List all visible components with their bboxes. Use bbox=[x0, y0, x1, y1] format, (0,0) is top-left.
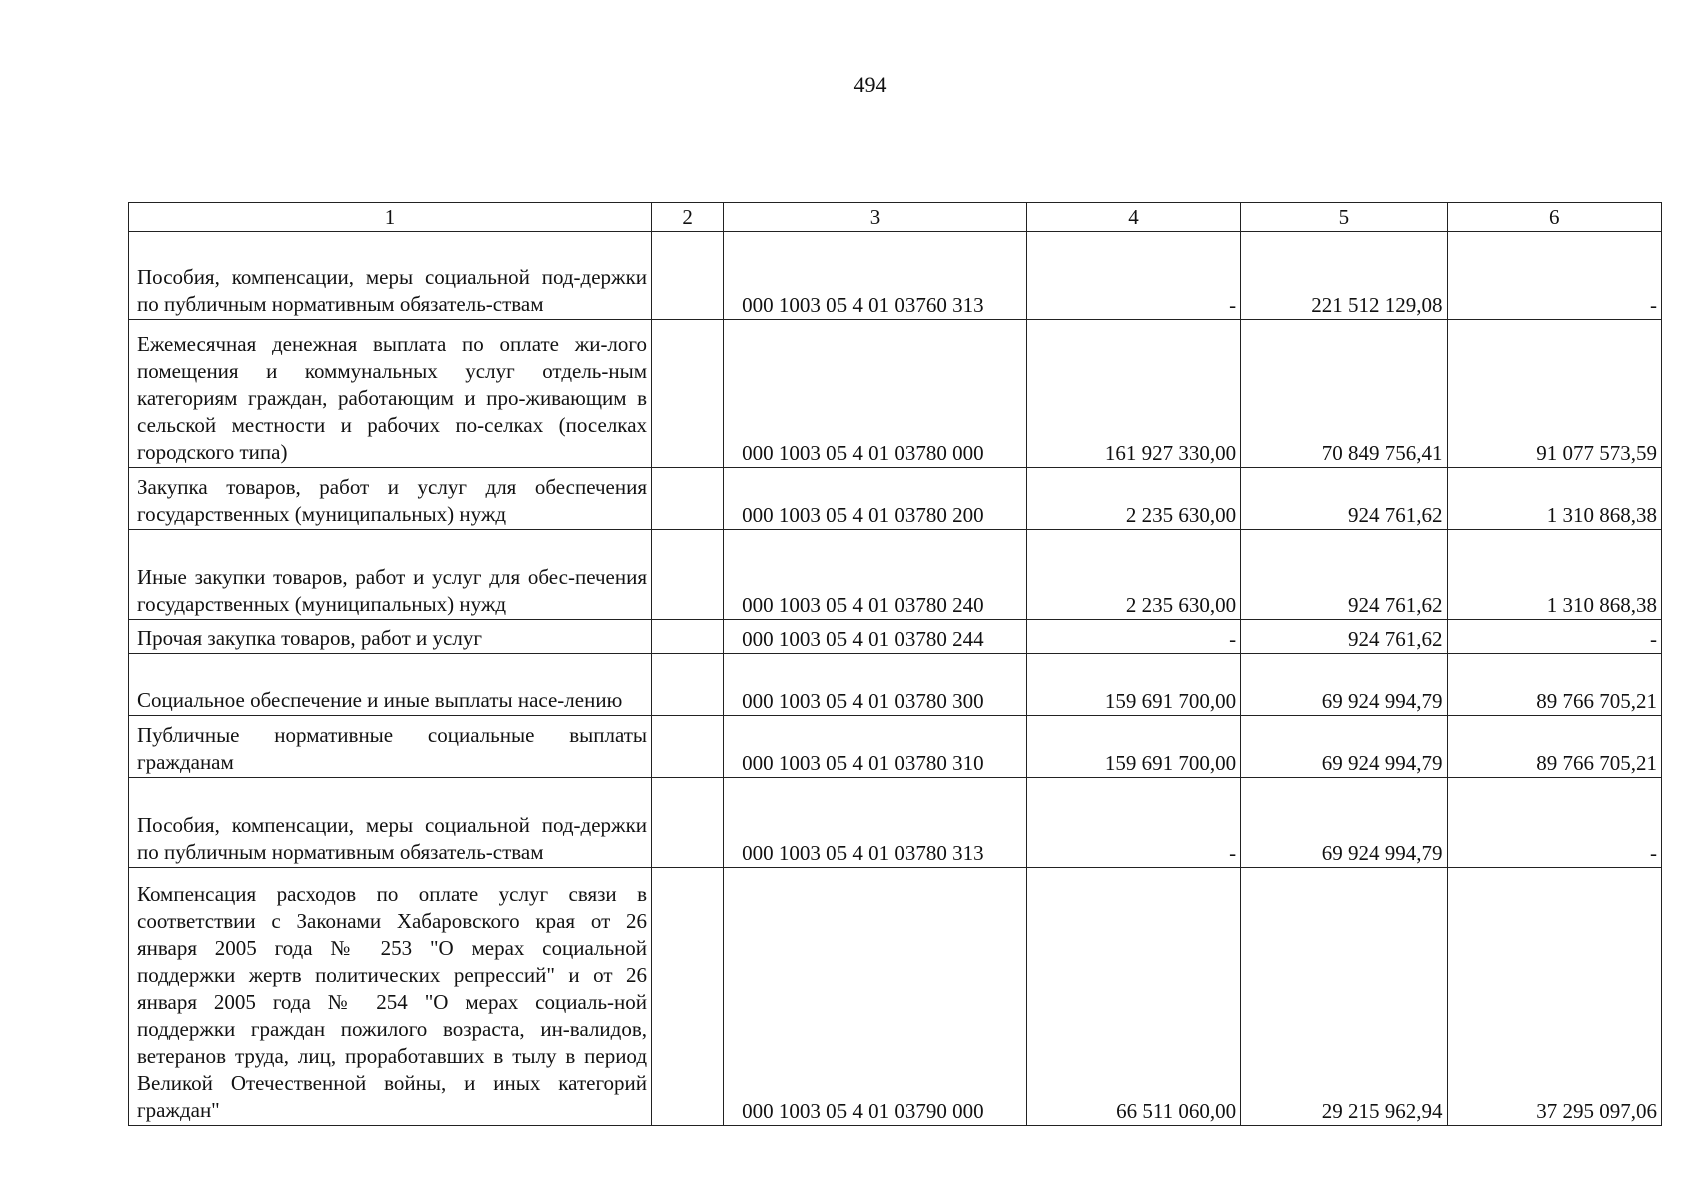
row-col2 bbox=[652, 716, 724, 778]
column-header-5: 5 bbox=[1241, 203, 1447, 232]
row-value-4: 66 511 060,00 bbox=[1026, 868, 1240, 1126]
column-header-6: 6 bbox=[1447, 203, 1661, 232]
row-value-4: 161 927 330,00 bbox=[1026, 320, 1240, 468]
row-name: Прочая закупка товаров, работ и услуг bbox=[129, 620, 652, 654]
row-value-5: 69 924 994,79 bbox=[1241, 778, 1447, 868]
row-value-4: 2 235 630,00 bbox=[1026, 530, 1240, 620]
row-value-5: 221 512 129,08 bbox=[1241, 232, 1447, 320]
table-row bbox=[129, 716, 1662, 778]
row-value-6: - bbox=[1447, 232, 1661, 320]
page-number: 494 bbox=[853, 72, 887, 97]
row-col2 bbox=[652, 868, 724, 1126]
row-name: Пособия, компенсации, меры социальной под-держки по публичным нормативным обязатель-ствам bbox=[129, 778, 652, 868]
row-col2 bbox=[652, 778, 724, 868]
row-name: Иные закупки товаров, работ и услуг для обес-печения государственных (муниципальных) нужд bbox=[129, 530, 652, 620]
row-value-4: 2 235 630,00 bbox=[1026, 468, 1240, 530]
table-row bbox=[129, 530, 1662, 620]
row-value-6: 1 310 868,38 bbox=[1447, 468, 1661, 530]
row-value-5: 69 924 994,79 bbox=[1241, 716, 1447, 778]
row-col2 bbox=[652, 468, 724, 530]
table-row bbox=[129, 320, 1662, 468]
column-header-3: 3 bbox=[724, 203, 1027, 232]
row-code: 000 1003 05 4 01 03790 000 bbox=[724, 868, 1027, 1126]
row-col2 bbox=[652, 620, 724, 654]
row-name: Компенсация расходов по оплате услуг связи в соответствии с Законами Хабаровского края от 26 января 2005 года № 253 "О мерах социальной поддержки жертв политических репрессий" и от 26 января 2005 года № 254 "О мерах социаль-ной поддержки граждан пожилого возраста, ин-валидов, ветеранов труда, лиц, проработавших в тылу в период Великой Отечественной войны, и иных категорий граждан" bbox=[129, 868, 652, 1126]
row-value-5: 69 924 994,79 bbox=[1241, 654, 1447, 716]
table-row bbox=[129, 868, 1662, 1126]
row-value-5: 29 215 962,94 bbox=[1241, 868, 1447, 1126]
row-name: Ежемесячная денежная выплата по оплате жи-лого помещения и коммунальных услуг отдель-ным категориям граждан, работающим и про-живающим в сельской местности и рабочих по-селках (поселках городского типа) bbox=[129, 320, 652, 468]
column-header-2: 2 bbox=[652, 203, 724, 232]
row-col2 bbox=[652, 530, 724, 620]
row-value-6: 89 766 705,21 bbox=[1447, 654, 1661, 716]
row-value-5: 924 761,62 bbox=[1241, 468, 1447, 530]
budget-table bbox=[128, 202, 1662, 1126]
row-code: 000 1003 05 4 01 03780 240 bbox=[724, 530, 1027, 620]
row-value-5: 924 761,62 bbox=[1241, 620, 1447, 654]
row-col2 bbox=[652, 232, 724, 320]
row-name: Публичные нормативные социальные выплаты гражданам bbox=[129, 716, 652, 778]
row-value-4: - bbox=[1026, 232, 1240, 320]
row-value-6: - bbox=[1447, 778, 1661, 868]
row-name: Закупка товаров, работ и услуг для обеспечения государственных (муниципальных) нужд bbox=[129, 468, 652, 530]
budget-table-container bbox=[128, 202, 1662, 1126]
row-value-6: 89 766 705,21 bbox=[1447, 716, 1661, 778]
row-value-4: - bbox=[1026, 620, 1240, 654]
row-value-6: 91 077 573,59 bbox=[1447, 320, 1661, 468]
row-value-4: - bbox=[1026, 778, 1240, 868]
row-value-6: 37 295 097,06 bbox=[1447, 868, 1661, 1126]
row-name: Пособия, компенсации, меры социальной под-держки по публичным нормативным обязатель-ствам bbox=[129, 232, 652, 320]
row-name: Социальное обеспечение и иные выплаты насе-лению bbox=[129, 654, 652, 716]
row-code: 000 1003 05 4 01 03780 000 bbox=[724, 320, 1027, 468]
row-code: 000 1003 05 4 01 03780 200 bbox=[724, 468, 1027, 530]
row-code: 000 1003 05 4 01 03780 313 bbox=[724, 778, 1027, 868]
row-value-4: 159 691 700,00 bbox=[1026, 654, 1240, 716]
row-code: 000 1003 05 4 01 03780 244 bbox=[724, 620, 1027, 654]
row-code: 000 1003 05 4 01 03780 300 bbox=[724, 654, 1027, 716]
column-header-4: 4 bbox=[1026, 203, 1240, 232]
row-value-5: 924 761,62 bbox=[1241, 530, 1447, 620]
table-row bbox=[129, 620, 1662, 654]
row-col2 bbox=[652, 654, 724, 716]
header-row bbox=[129, 203, 1662, 232]
row-code: 000 1003 05 4 01 03780 310 bbox=[724, 716, 1027, 778]
row-value-5: 70 849 756,41 bbox=[1241, 320, 1447, 468]
table-row bbox=[129, 778, 1662, 868]
row-value-6: 1 310 868,38 bbox=[1447, 530, 1661, 620]
table-row bbox=[129, 468, 1662, 530]
column-header-1: 1 bbox=[129, 203, 652, 232]
row-value-4: 159 691 700,00 bbox=[1026, 716, 1240, 778]
table-row bbox=[129, 654, 1662, 716]
row-value-6: - bbox=[1447, 620, 1661, 654]
table-row bbox=[129, 232, 1662, 320]
row-code: 000 1003 05 4 01 03760 313 bbox=[724, 232, 1027, 320]
row-col2 bbox=[652, 320, 724, 468]
